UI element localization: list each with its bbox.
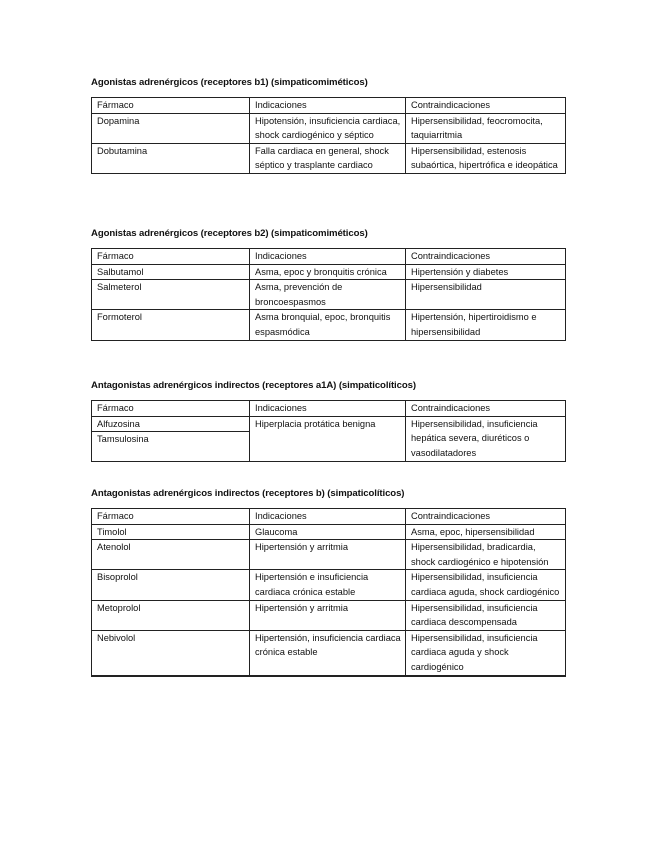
contraindications: Hipertensión y diabetes	[406, 264, 566, 280]
table-row	[92, 675, 566, 676]
indications: Hiperplacia protática benigna	[250, 416, 406, 462]
table-row	[92, 264, 566, 280]
contraindications: Hipersensibilidad, bradicardia, shock cardiogénico e hipotensión	[406, 540, 566, 570]
drug-name: Nebivolol	[92, 630, 250, 675]
table-header-row	[92, 509, 566, 525]
table-row	[92, 524, 566, 540]
header-contraindicaciones: Contraindicaciones	[406, 98, 566, 114]
section-b2-agonists	[91, 228, 565, 341]
drug-name: Dobutamina	[92, 143, 250, 173]
section-a1a-antagonists	[91, 380, 565, 462]
table-row	[92, 143, 566, 173]
table-row	[92, 416, 566, 432]
drug-name: Alfuzosina	[92, 416, 250, 432]
drug-name: Formoterol	[92, 310, 250, 340]
table-header-row	[92, 98, 566, 114]
indications: Hipertensión y arritmia	[250, 600, 406, 630]
header-contraindicaciones: Contraindicaciones	[406, 401, 566, 417]
section-heading: Antagonistas adrenérgicos indirectos (receptores b) (simpaticolíticos)	[91, 488, 405, 499]
section-b-antagonists	[91, 488, 565, 677]
contraindications: Hipersensibilidad, estenosis subaórtica, hipertrófica e ideopática	[406, 143, 566, 173]
header-contraindicaciones: Contraindicaciones	[406, 249, 566, 265]
drug-name: Salmeterol	[92, 280, 250, 310]
table-row	[92, 600, 566, 630]
contraindications: Hipersensibilidad, insuficiencia cardiaca aguda y shock cardiogénico	[406, 630, 566, 675]
contraindications: Asma, epoc, hipersensibilidad	[406, 524, 566, 540]
section-heading: Agonistas adrenérgicos (receptores b1) (simpaticomiméticos)	[91, 77, 368, 88]
drug-name: Salbutamol	[92, 264, 250, 280]
indications: Falla cardiaca en general, shock séptico y trasplante cardiaco	[250, 143, 406, 173]
drug-name: Metoprolol	[92, 600, 250, 630]
header-farmaco: Fármaco	[92, 509, 250, 525]
indications	[250, 675, 406, 676]
header-farmaco: Fármaco	[92, 98, 250, 114]
drug-name: Atenolol	[92, 540, 250, 570]
drug-table	[91, 400, 566, 462]
contraindications: Hipersensibilidad, insuficiencia cardiaca aguda, shock cardiogénico	[406, 570, 566, 600]
drug-name: Bisoprolol	[92, 570, 250, 600]
table-header-row	[92, 401, 566, 417]
table-row	[92, 540, 566, 570]
header-contraindicaciones: Contraindicaciones	[406, 509, 566, 525]
indications: Hipotensión, insuficiencia cardiaca, shock cardiogénico y séptico	[250, 113, 406, 143]
header-indicaciones: Indicaciones	[250, 509, 406, 525]
drug-name: Dopamina	[92, 113, 250, 143]
drug-name	[92, 675, 250, 676]
contraindications	[406, 675, 566, 676]
contraindications: Hipersensibilidad, insuficiencia hepática severa, diuréticos o vasodilatadores	[406, 416, 566, 462]
drug-table	[91, 248, 566, 341]
drug-name: Tamsulosina	[92, 432, 250, 462]
section-heading: Antagonistas adrenérgicos indirectos (receptores a1A) (simpaticolíticos)	[91, 380, 416, 391]
drug-table	[91, 508, 566, 677]
header-indicaciones: Indicaciones	[250, 401, 406, 417]
section-heading: Agonistas adrenérgicos (receptores b2) (simpaticomiméticos)	[91, 228, 368, 239]
header-farmaco: Fármaco	[92, 401, 250, 417]
indications: Hipertensión, insuficiencia cardiaca crónica estable	[250, 630, 406, 675]
drug-name: Timolol	[92, 524, 250, 540]
table-row	[92, 280, 566, 310]
table-row	[92, 630, 566, 675]
table-row	[92, 310, 566, 340]
indications: Asma, prevención de broncoespasmos	[250, 280, 406, 310]
table-row	[92, 113, 566, 143]
contraindications: Hipersensibilidad	[406, 280, 566, 310]
header-farmaco: Fármaco	[92, 249, 250, 265]
header-indicaciones: Indicaciones	[250, 98, 406, 114]
indications: Asma, epoc y bronquitis crónica	[250, 264, 406, 280]
indications: Hipertensión e insuficiencia cardiaca crónica estable	[250, 570, 406, 600]
table-header-row	[92, 249, 566, 265]
contraindications: Hipersensibilidad, feocromocita, taquiarritmia	[406, 113, 566, 143]
indications: Asma bronquial, epoc, bronquitis espasmódica	[250, 310, 406, 340]
drug-table	[91, 97, 566, 174]
indications: Hipertensión y arritmia	[250, 540, 406, 570]
table-row	[92, 570, 566, 600]
contraindications: Hipersensibilidad, insuficiencia cardiaca descompensada	[406, 600, 566, 630]
section-b1-agonists	[91, 77, 565, 174]
indications: Glaucoma	[250, 524, 406, 540]
contraindications: Hipertensión, hipertiroidismo e hipersensibilidad	[406, 310, 566, 340]
header-indicaciones: Indicaciones	[250, 249, 406, 265]
